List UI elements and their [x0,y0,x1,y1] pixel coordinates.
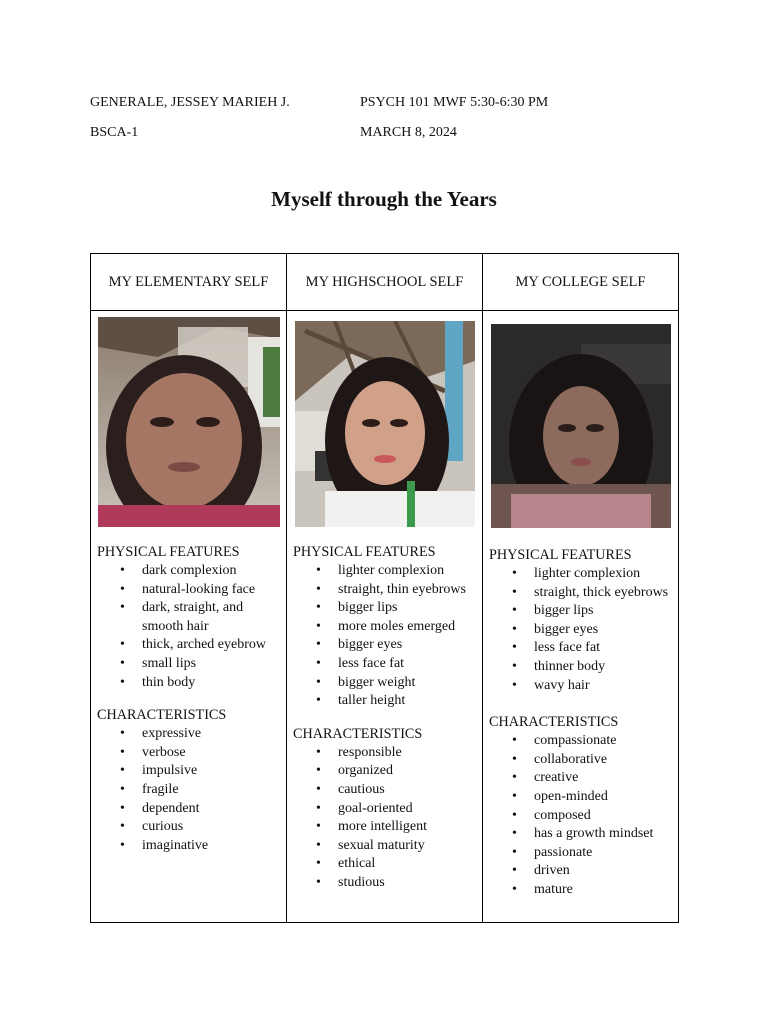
list-item: • straight, thick eyebrows [534,584,672,603]
page-title: Myself through the Years [271,187,497,211]
column-heading-highschool: MY HIGHSCHOOL SELF [287,254,483,311]
table-body-row [91,311,679,923]
physical-features-list [293,562,476,711]
list-item: • bigger lips [338,599,476,618]
list-item: • more moles emerged [338,618,476,637]
physical-features-title: PHYSICAL FEATURES [97,544,240,560]
list-item: • bigger eyes [338,636,476,655]
column-heading-college: MY COLLEGE SELF [483,254,679,311]
list-item: • driven [534,862,672,881]
characteristics-list [293,744,476,893]
list-item: • has a growth mindset [534,825,672,844]
characteristics-list [97,725,280,855]
list-item: • cautious [338,781,476,800]
list-item: • bigger eyes [534,621,672,640]
list-item: • thinner body [534,658,672,677]
physical-features-title: PHYSICAL FEATURES [489,547,632,563]
list-item: • dependent [142,800,280,819]
list-item: • ethical [338,855,476,874]
list-item: • straight, thin eyebrows [338,581,476,600]
submission-date: MARCH 8, 2024 [360,125,457,140]
list-item: • creative [534,769,672,788]
physical-features-list [489,565,672,695]
portrait-photo-icon [491,324,671,528]
list-item: • collaborative [534,751,672,770]
portrait-photo-icon [295,321,475,527]
column-highschool [287,311,483,923]
list-item: • mature [534,881,672,900]
list-item: • lighter complexion [534,565,672,584]
course-schedule: PSYCH 101 MWF 5:30-6:30 PM [360,95,549,110]
list-item: • verbose [142,744,280,763]
list-item: • responsible [338,744,476,763]
characteristics-title: CHARACTERISTICS [97,707,227,724]
column-college [483,311,679,923]
list-item: • imaginative [142,837,280,856]
list-item: • bigger weight [338,674,476,693]
list-item: • less face fat [338,655,476,674]
list-item: • lighter complexion [338,562,476,581]
column-elementary [91,311,287,923]
list-item: • dark complexion [142,562,280,581]
list-item: • studious [338,874,476,893]
list-item: • taller height [338,692,476,711]
student-program: BSCA-1 [90,125,139,140]
list-item: • open-minded [534,788,672,807]
table-header-row [91,254,679,311]
portrait-photo-icon [98,317,280,527]
list-item: • organized [338,762,476,781]
list-item: • thick, arched eyebrow [142,636,280,655]
college-photo [491,324,671,528]
list-item: • thin body [142,674,280,693]
characteristics-list [489,732,672,899]
elementary-photo [98,317,280,527]
timeline-table [90,253,679,923]
characteristics-title: CHARACTERISTICS [293,725,423,742]
list-item: • sexual maturity [338,837,476,856]
list-item: • passionate [534,844,672,863]
list-item: • wavy hair [534,677,672,696]
list-item: • composed [534,807,672,826]
highschool-photo [295,321,475,527]
student-name: GENERALE, JESSEY MARIEH J. [90,95,290,110]
list-item: • compassionate [534,732,672,751]
list-item: • less face fat [534,639,672,658]
list-item: • small lips [142,655,280,674]
physical-features-title: PHYSICAL FEATURES [293,544,436,560]
list-item: • fragile [142,781,280,800]
list-item: • bigger lips [534,602,672,621]
column-heading-elementary: MY ELEMENTARY SELF [91,254,287,311]
list-item: • goal-oriented [338,800,476,819]
physical-features-list [97,562,280,692]
list-item: • natural-looking face [142,581,280,600]
characteristics-title: CHARACTERISTICS [489,714,619,731]
list-item: • dark, straight, and smooth hair [142,599,280,636]
list-item: • expressive [142,725,280,744]
list-item: • impulsive [142,762,280,781]
list-item: • more intelligent [338,818,476,837]
list-item: • curious [142,818,280,837]
